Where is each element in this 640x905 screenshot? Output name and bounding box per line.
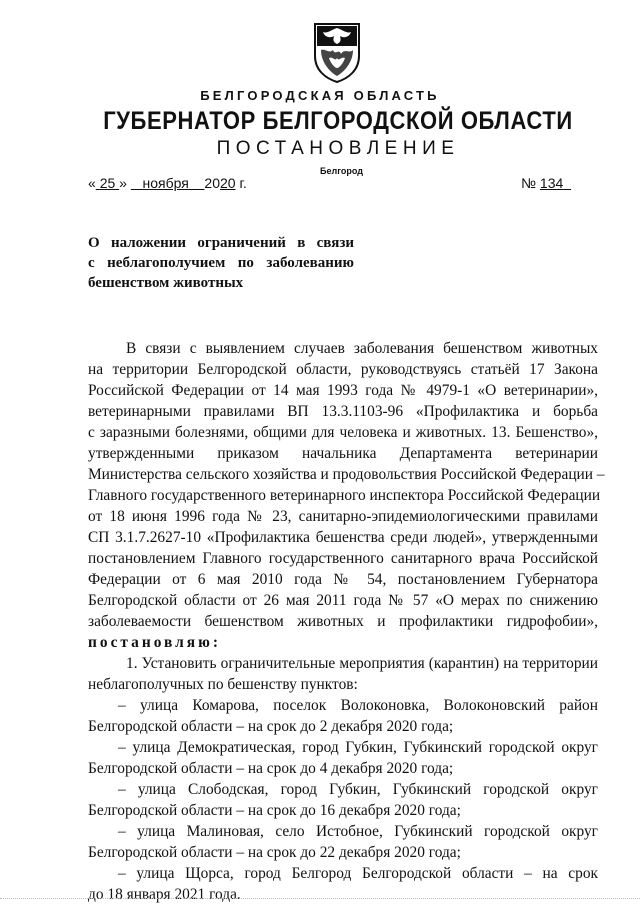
document-body	[88, 338, 605, 905]
item-line: – улица Малиновая, село Истобное, Губкинский городской округ	[118, 823, 598, 840]
document-date	[88, 175, 247, 191]
city-name: Белгород	[320, 166, 363, 176]
body-line: ветеринарными правилами ВП 13.3.1103-96 «Профилактика и борьба	[88, 403, 598, 420]
number-sign: №	[521, 175, 537, 191]
item-line: – улица Слободская, город Губкин, Губкинский городской округ	[118, 781, 598, 798]
body-line: Главного государственного ветеринарного инспектора Российской Федерации	[88, 487, 601, 504]
body-line: постановлением Главного государственного санитарного врача Российской	[88, 550, 598, 567]
item-line: 1. Установить ограничительные мероприятия (карантин) на территории	[126, 655, 598, 672]
body-line: Белгородской области от 26 мая 2011 года № 57 «О мерах по снижению	[88, 592, 598, 609]
date-open-quote: «	[88, 175, 96, 191]
authority-title: ГУБЕРНАТОР БЕЛГОРОДСКОЙ ОБЛАСТИ	[103, 106, 573, 135]
body-line: от 18 июня 1996 года № 23, санитарно-эпидемиологическими правилами	[88, 508, 598, 525]
region-title: БЕЛГОРОДСКАЯ ОБЛАСТЬ	[200, 88, 440, 103]
item-line: – улица Комарова, поселок Волоконовка, Волоконовский район	[118, 697, 598, 714]
body-line: заболеваемости бешенством животных и профилактики гидрофобии»,	[88, 613, 598, 630]
item-line: Белгородской области – на срок до 22 декабря 2020 года;	[88, 844, 461, 861]
page-edge-divider	[0, 898, 640, 900]
date-year-g: г.	[239, 175, 247, 191]
date-month: ноября	[142, 175, 189, 191]
subject-line: О наложении ограничений в связи	[88, 235, 354, 251]
body-line: СП 3.1.7.2627-10 «Профилактика бешенства среди людей», утвержденными	[88, 529, 598, 546]
item-line: – улица Демократическая, город Губкин, Губкинский городской округ	[118, 739, 598, 756]
body-line: Федерации от 6 мая 2010 года № 54, постановлением Губернатора	[88, 571, 598, 588]
document-subject	[88, 233, 354, 293]
number-value: 134	[539, 175, 564, 191]
item-line: до 18 января 2021 года.	[88, 886, 241, 903]
coat-of-arms-emblem	[307, 20, 367, 84]
item-line: неблагополучных по бешенству пунктов:	[88, 676, 358, 693]
body-line: Министерства сельского хозяйства и продовольствия Российской Федерации –	[88, 466, 605, 483]
body-line: Российской Федерации от 14 мая 1993 года № 4979-1 «О ветеринарии»,	[88, 382, 598, 399]
document-type: ПОСТАНОВЛЕНИЕ	[216, 138, 460, 159]
body-line: В связи с выявлением случаев заболевания бешенством животных	[126, 340, 598, 357]
item-line: – улица Щорса, город Белгород Белгородской области – на срок	[118, 865, 598, 882]
item-line: Белгородской области – на срок до 16 декабря 2020 года;	[88, 802, 461, 819]
body-line: с заразными болезнями, общими для человека и животных. 13. Бешенство»,	[88, 424, 598, 441]
subject-line: с неблагополучием по заболеванию	[88, 255, 354, 271]
date-year-suffix: 20	[219, 175, 236, 191]
body-line: утвержденными приказом начальника Департамента ветеринарии	[88, 445, 598, 462]
item-line: Белгородской области – на срок до 4 декабря 2020 года;	[88, 760, 454, 777]
subject-line: бешенством животных	[88, 275, 244, 291]
date-day: 25	[99, 175, 116, 191]
item-line: Белгородской области – на срок до 2 декабря 2020 года;	[88, 718, 454, 735]
date-close-quote: »	[119, 175, 127, 191]
document-number	[521, 175, 571, 191]
date-year-prefix: 20	[204, 175, 220, 191]
decree-word: постановляю:	[88, 634, 221, 651]
body-line: на территории Белгородской области, руководствуясь статьёй 17 Закона	[88, 361, 598, 378]
